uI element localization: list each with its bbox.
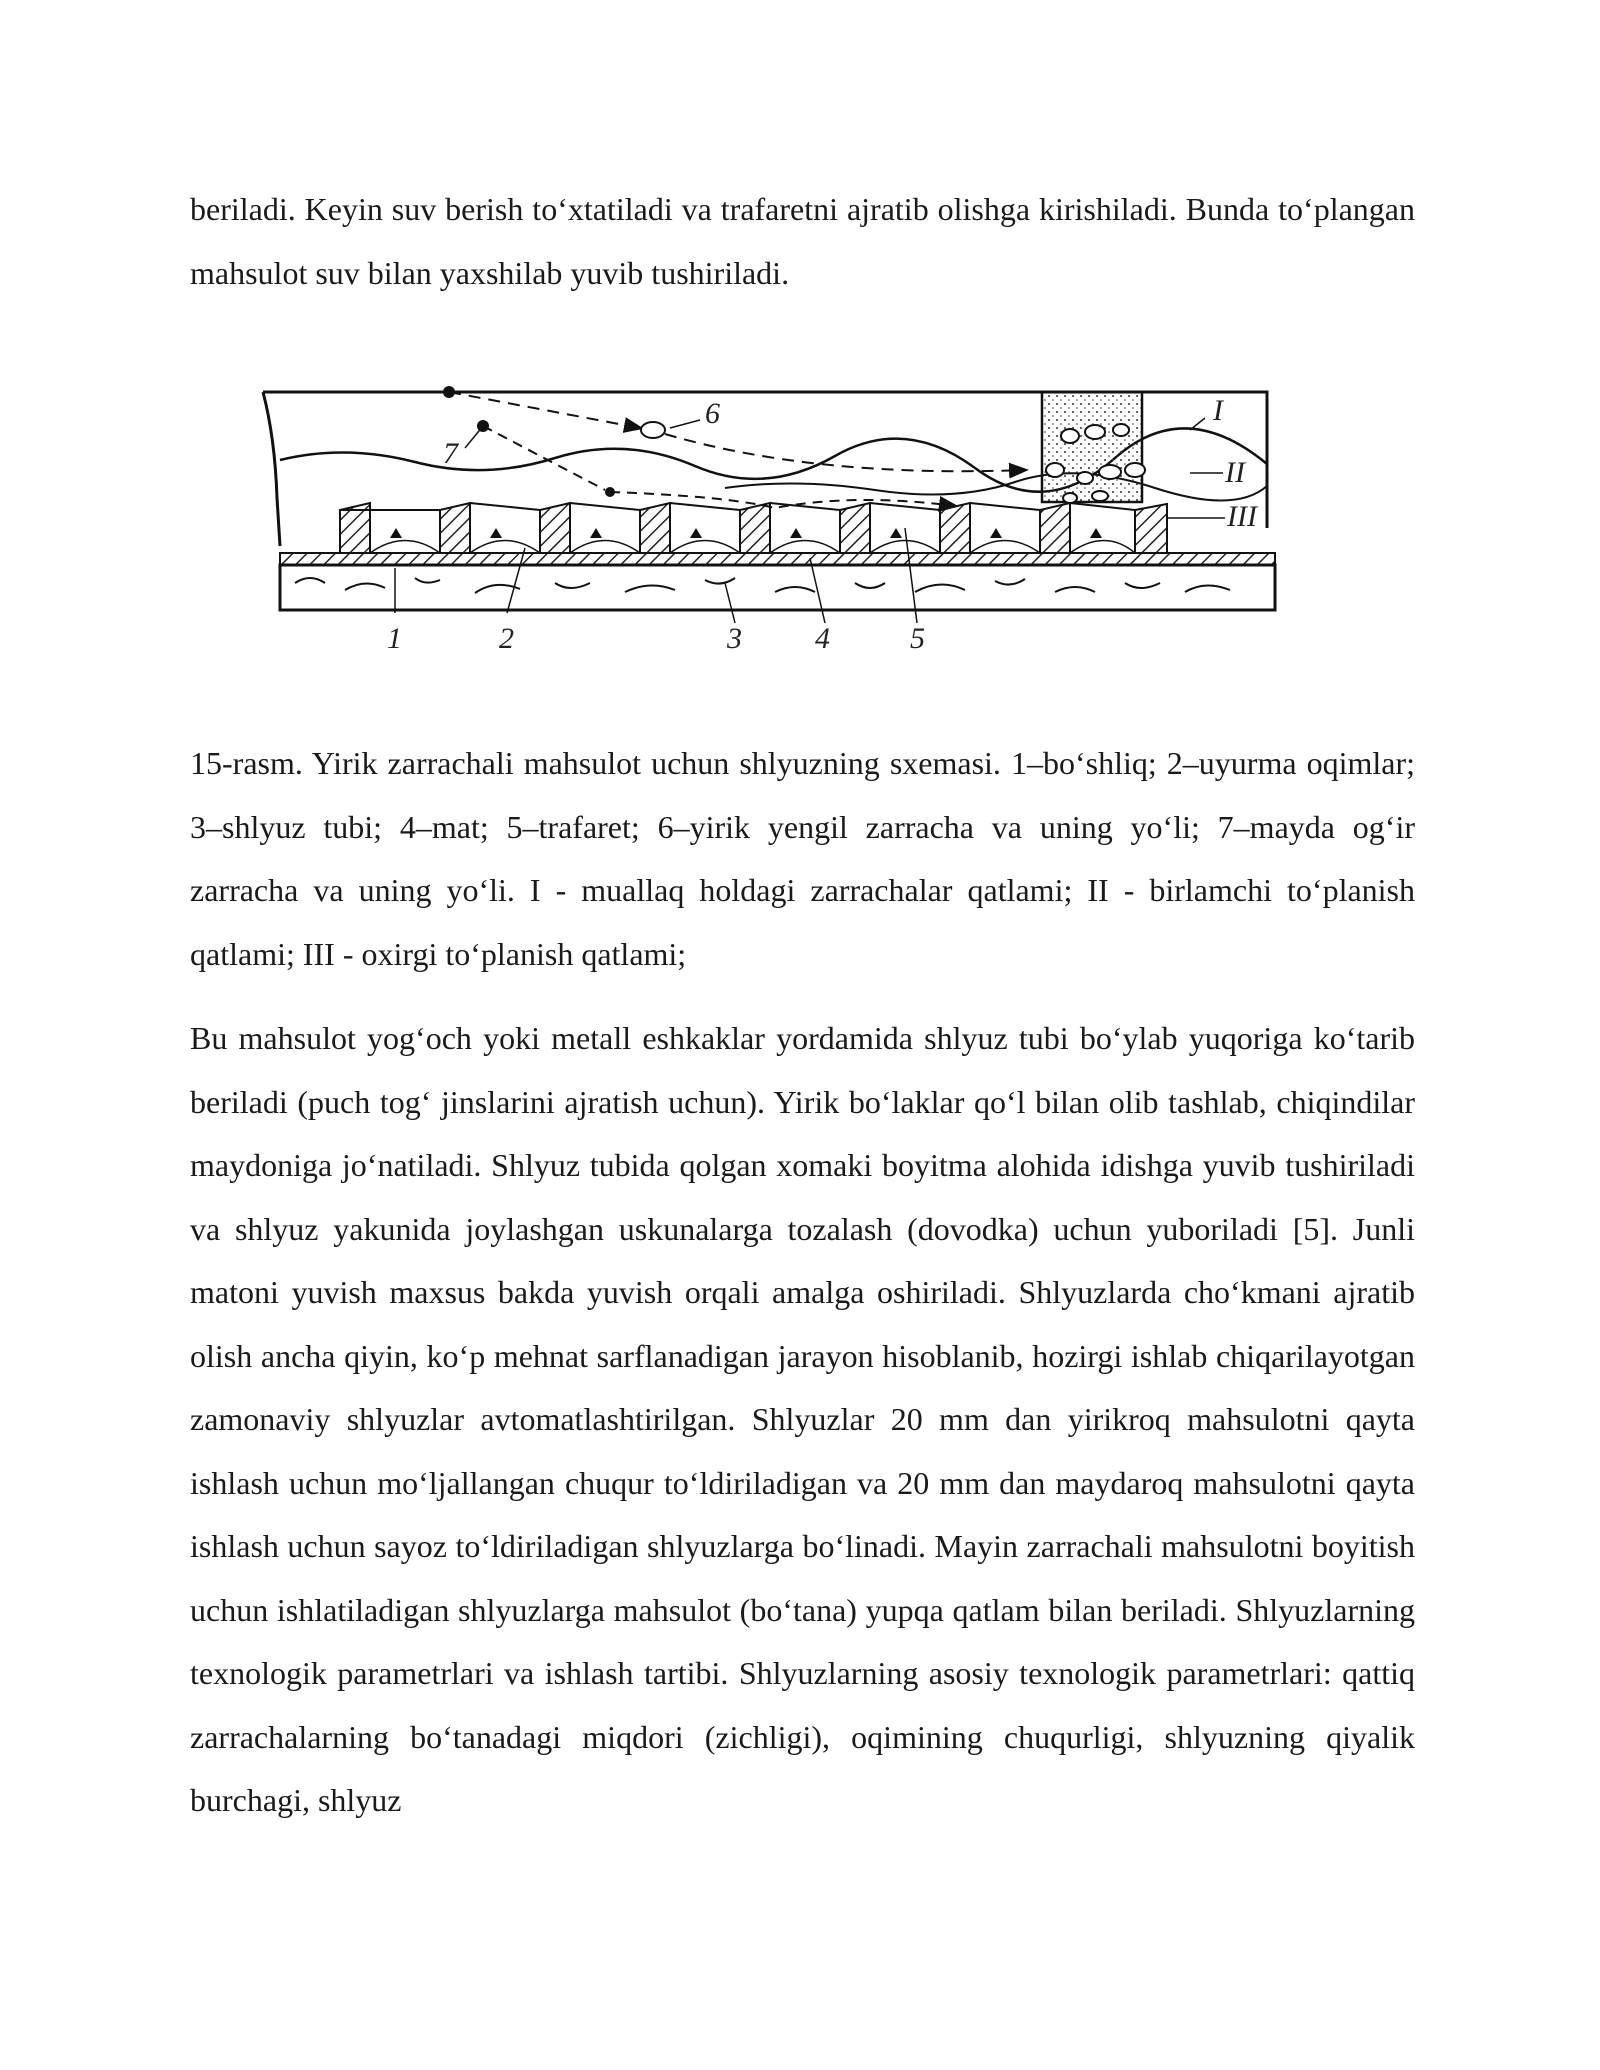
paragraph-body: Bu mahsulot yog‘och yoki metall eshkaklar yordamida shlyuz tubi bo‘ylab yuqoriga ko‘tarib beriladi (puch tog‘ jinslarini ajratish uchun). Yirik bo‘laklar qo‘l bilan olib tashlab, chiqindilar maydoniga jo‘natiladi. Shlyuz tubida qolgan xomaki boyitma alohida idishga yuvib tushiriladi va shlyuz yakunida joylashgan uskunalarga tozalash (dovodka) uchun yuboriladi [5]. Junli matoni yuvish maxsus bakda yuvish orqali amalga oshiriladi. Shlyuzlarda cho‘kmani ajratib olish ancha qiyin, ko‘p mehnat sarflanadigan jarayon hisoblanib, hozirgi ishlab chiqarilayotgan zamonaviy shlyuzlar avtomatlashtirilgan. Shlyuzlar 20 mm dan yirikroq mahsulotni qayta ishlash uchun mo‘ljallangan chuqur to‘ldiriladigan va 20 mm dan maydaroq mahsulotni qayta ishlash uchun sayoz to‘ldiriladigan shlyuzlarga bo‘linadi. Mayin zarrachali mahsulotni boyitish uchun ishlatiladigan shlyuzlarga mahsulot (bo‘tana) yupqa qatlam bilan beriladi. Shlyuzlarning texnologik parametrlari va ishlash tartibi. Shlyuzlarning asosiy texnologik parametrlari: qattiq zarrachalarning bo‘tanadagi miqdori (zichligi), oqimining chuqurligi, shlyuzning qiyalik burchagi, shlyuz [190,1020,1415,1818]
label-III: III [1227,500,1257,533]
mat-band [280,553,1275,565]
label-3: 3 [727,622,742,655]
label-5: 5 [910,622,925,655]
sluice-diagram [255,378,1345,688]
label-I: I [1213,394,1223,427]
label-4: 4 [815,622,830,655]
sluice-bottom [280,565,1275,610]
trafaret-column [1042,392,1145,503]
figure-caption: 15-rasm. Yirik zarrachali mahsulot uchun shlyuzning sxemasi. 1–bo‘shliq; 2–uyurma oqimlar; 3–shlyuz tubi; 4–mat; 5–trafaret; 6–yirik yengil zarracha va uning yo‘li; 7–mayda og‘ir zarracha va uning yo‘li. I - muallaq holdagi zarrachalar qatlami; II - birlamchi to‘planish qatlami; III - oxirgi to‘planish qatlami; [190,745,1415,972]
label-6: 6 [705,397,720,430]
layer-boundary-2 [725,473,1267,500]
riffle-blocks [340,503,1167,553]
label-1: 1 [387,622,402,655]
label-II: II [1225,456,1245,489]
paragraph-continuation: beriladi. Keyin suv berish to‘xtatiladi va trafaretni ajratib olishga kirishiladi. Bunda to‘plangan mahsulot suv bilan yaxshilab yuvib tushiriladi. [190,191,1415,291]
label-2: 2 [499,622,514,655]
label-7: 7 [443,437,458,470]
